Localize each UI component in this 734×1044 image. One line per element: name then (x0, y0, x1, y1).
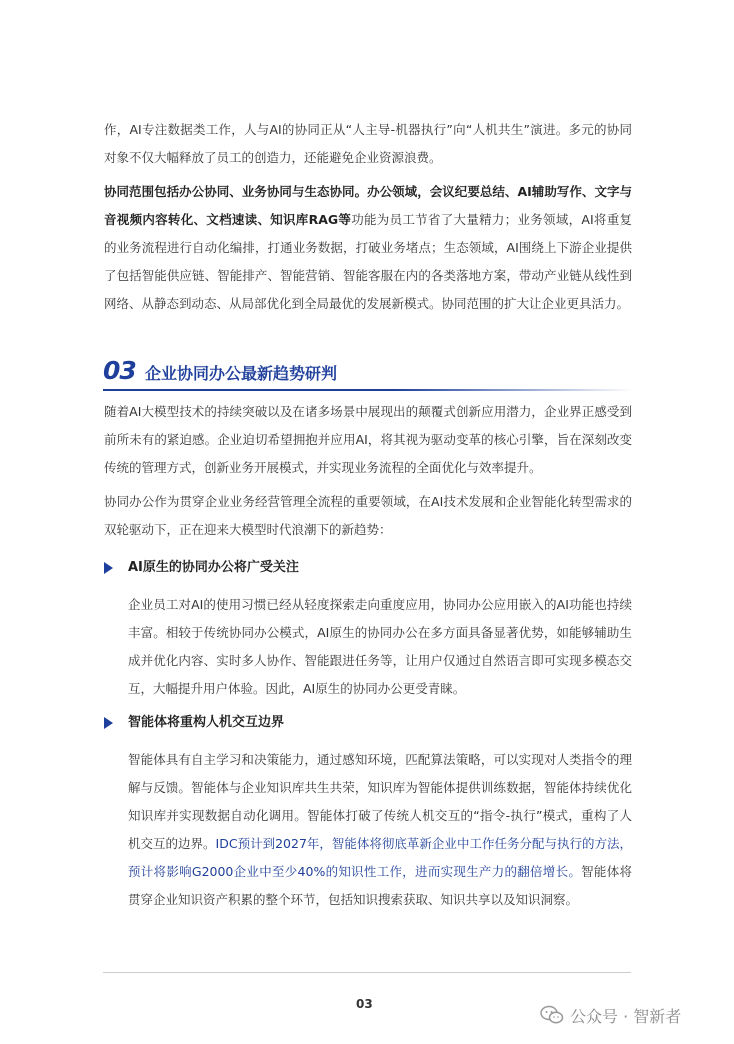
paragraph-text: 企业员工对AI的使用习惯已经从轻度探索走向重度应用，协同办公应用嵌入的AI功能也持续丰富。相较于传统协同办公模式，AI原生的协同办公在多方面具备显著优势，如能够辅助生成并优化内容、实时多人协作、智能跟进任务等，让用户仅通过自然语言即可实现多模态交互，大幅提升用户体验。因此，AI原生的协同办公更受青睐。 (128, 597, 632, 696)
paragraph-text: 智能体具有自主学习和决策能力，通过感知环境，匹配算法策略，可以实现对人类指令的理解与反馈。智能体与企业知识库共生共荣，知识库为智能体提供训练数据，智能体持续优化知识库并实现数据自动化调用。智能体打破了传统人机交互的“指令-执行”模式，重构了人机交互的边界。 (128, 752, 632, 851)
paragraph-text: 随着AI大模型技术的持续突破以及在诸多场景中展现出的颠覆式创新应用潜力，企业界正感受到前所未有的紧迫感。企业迫切希望拥抱并应用AI，将其视为驱动变革的核心引擎，旨在深刻改变传统的管理方式，创新业务开展模式，并实现业务流程的全面优化与效率提升。 (104, 404, 632, 475)
paragraph-ai-native (128, 591, 632, 703)
triangle-bullet-icon (104, 717, 113, 729)
paragraph-agents (128, 746, 632, 914)
section-title: 企业协同办公最新趋势研判 (145, 364, 338, 383)
paragraph-continuation (104, 116, 632, 172)
paragraph-highlight-idc: IDC预计到2027年，智能体将彻底革新企业中工作任务分配与执行的方法，预计将影响G2000企业中至少40%的知识性工作，进而实现生产力的翻倍增长。 (128, 836, 632, 879)
paragraph-text: 协同办公作为贯穿企业业务经营管理全流程的重要领域，在AI技术发展和企业智能化转型需求的双轮驱动下，正在迎来大模型时代浪潮下的新趋势： (104, 494, 632, 537)
wechat-icon (540, 1005, 564, 1025)
paragraph-text: 作，AI专注数据类工作，人与AI的协同正从“人主导-机器执行”向“人机共生”演进。多元的协同对象不仅大幅释放了员工的创造力，还能避免企业资源浪费。 (104, 122, 632, 165)
watermark (540, 1002, 681, 1028)
paragraph-text: 智能体将贯穿企业知识资产积累的整个环节，包括知识搜索获取、知识共享以及知识洞察。 (128, 864, 632, 907)
watermark-text: 公众号 · 智新者 (570, 1006, 682, 1026)
paragraph-ai-urgency (104, 398, 632, 482)
footer-divider (103, 972, 631, 973)
triangle-bullet-icon (104, 562, 113, 574)
section-underline (103, 389, 633, 391)
paragraph-text: 功能为员工节省了大量精力；业务领域，AI将重复的业务流程进行自动化编排，打通业务数据，打破业务堵点；生态领域，AI围绕上下游企业提供了包括智能供应链、智能排产、智能营销、智能客服在内的各类落地方案，带动产业链从线性到网络、从静态到动态、从局部优化到全局最优的发展新模式。协同范围的扩大让企业更具活力。 (104, 212, 632, 311)
paragraph-bold-lead: 协同范围包括办公协同、业务协同与生态协同。办公领域，会议纪要总结、AI辅助写作、文字与音视频内容转化、文档速读、知识库RAG等 (104, 184, 632, 227)
paragraph-new-trends (104, 488, 632, 544)
paragraph-collaboration-scope (104, 178, 632, 318)
bullet-label: AI原生的协同办公将广受关注 (128, 560, 299, 575)
section-heading (103, 356, 633, 390)
page-number: 03 (356, 997, 373, 1011)
bullet-label: 智能体将重构人机交互边界 (128, 715, 285, 730)
section-number: 03 (103, 356, 136, 385)
